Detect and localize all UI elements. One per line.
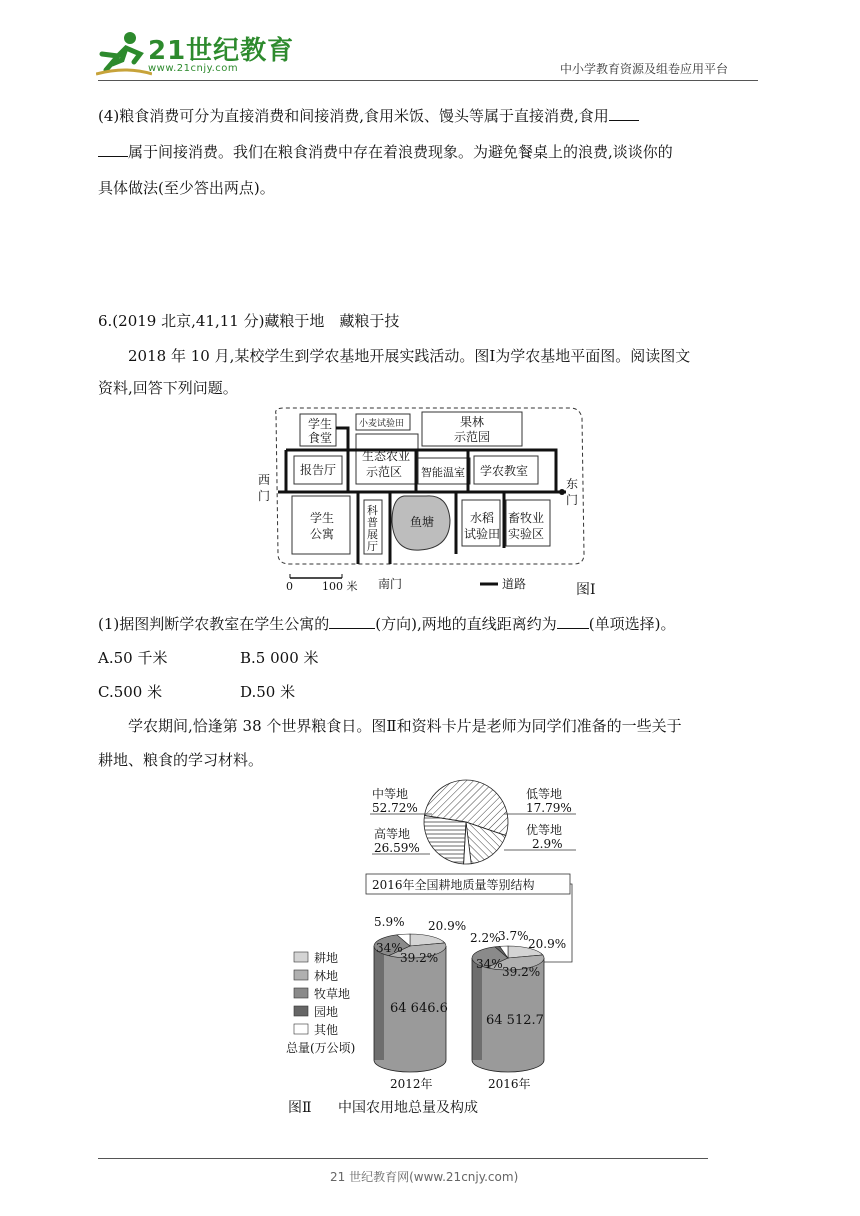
cyl-2016-orchard-label: 2.2% bbox=[470, 931, 501, 945]
cylinder-base-1 bbox=[472, 1060, 544, 1072]
cyl-2012-other-label: 5.9% bbox=[374, 915, 405, 929]
pie-label-high-value: 26.59% bbox=[374, 841, 420, 855]
q6-sub1-blank-direction[interactable] bbox=[329, 614, 375, 629]
cylinder-shade-1 bbox=[472, 958, 482, 1060]
pie-label-low-value: 17.79% bbox=[526, 801, 572, 815]
q6-para2-line1: 学农期间,恰逢第 38 个世界粮食日。图Ⅱ和资料卡片是老师为同学们准备的一些关于 bbox=[128, 717, 682, 735]
map-label-sci-1: 科 bbox=[367, 504, 378, 517]
map-label-west-2: 门 bbox=[258, 489, 271, 503]
map-east-gate-dot bbox=[559, 489, 565, 495]
pie-label-medium-name: 中等地 bbox=[372, 787, 409, 801]
map-label-sci-2: 普 bbox=[367, 516, 378, 529]
pie-label-top-value: 2.9% bbox=[532, 837, 563, 851]
pie-chart bbox=[424, 780, 508, 864]
q6-sub1-text-b: (方向),两地的直线距离约为 bbox=[375, 615, 557, 633]
q4-line1 bbox=[98, 106, 639, 126]
figure-2-label: 图Ⅱ bbox=[288, 1100, 312, 1116]
q4-line2 bbox=[98, 142, 673, 162]
map-label-sci-3: 展 bbox=[367, 528, 378, 541]
q6-option-d[interactable]: D.50 米 bbox=[240, 683, 296, 701]
map-label-wheat: 小麦试验田 bbox=[359, 419, 405, 429]
legend-total-unit: 总量(万公顷) bbox=[286, 1041, 356, 1055]
map-label-canteen-1: 学生 bbox=[308, 417, 333, 431]
legend-label-forest: 林地 bbox=[314, 969, 339, 983]
map-label-orchard-2: 示范园 bbox=[454, 430, 491, 444]
map-label-sci-4: 厅 bbox=[367, 540, 378, 553]
legend-swatch-orchard bbox=[294, 1006, 308, 1016]
q6-sub1-blank-distance[interactable] bbox=[557, 614, 589, 629]
runner-logo-icon bbox=[96, 30, 152, 76]
q4-line2-text: 属于间接消费。我们在粮食消费中存在着浪费现象。为避免餐桌上的浪费,谈谈你的 bbox=[128, 143, 673, 161]
q6-option-c[interactable]: C.500 米 bbox=[98, 683, 163, 701]
q6-option-a[interactable]: A.50 千米 bbox=[98, 649, 168, 667]
cyl-category-2012: 2012年 bbox=[390, 1077, 433, 1091]
map-label-dorm-1: 学生 bbox=[310, 511, 335, 525]
legend-label-orchard: 园地 bbox=[314, 1005, 339, 1019]
map-label-road: 道路 bbox=[502, 577, 527, 591]
map-label-pond: 鱼塘 bbox=[410, 515, 435, 529]
map-label-west-1: 西 bbox=[258, 473, 271, 487]
header-divider bbox=[98, 80, 758, 81]
legend-label-pasture: 牧草地 bbox=[314, 987, 351, 1001]
pie-title: 2016年全国耕地质量等别结构 bbox=[372, 878, 535, 892]
cylinder-base-0 bbox=[374, 1060, 446, 1072]
map-label-east-1: 东 bbox=[566, 477, 579, 491]
cyl-2012-farmland-label: 20.9% bbox=[428, 919, 467, 933]
cyl-2016-pasture-label: 34% bbox=[476, 957, 503, 971]
cylinder-shade-0 bbox=[374, 946, 384, 1060]
cyl-legend bbox=[286, 950, 355, 1055]
legend-swatch-pasture bbox=[294, 988, 308, 998]
legend-label-other: 其他 bbox=[314, 1023, 339, 1037]
map-label-south-gate: 南门 bbox=[378, 577, 403, 591]
cyl-2016-forest-label: 39.2% bbox=[502, 965, 541, 979]
cyl-2012-pasture-label: 34% bbox=[376, 941, 403, 955]
map-label-greenhouse: 智能温室 bbox=[421, 466, 465, 479]
logo-text: 21世纪教育 bbox=[148, 36, 295, 66]
legend-label-farmland: 耕地 bbox=[314, 951, 339, 965]
pie-slice-high bbox=[424, 815, 466, 864]
map-label-classroom: 学农教室 bbox=[480, 464, 529, 478]
map-label-rice-1: 水稻 bbox=[470, 511, 495, 525]
map-scale-100: 100 米 bbox=[322, 580, 358, 593]
q4-blank-1[interactable] bbox=[609, 106, 639, 121]
map-label-eco-2: 示范区 bbox=[366, 465, 403, 479]
pie-label-medium-value: 52.72% bbox=[372, 801, 418, 815]
q4-line3: 具体做法(至少答出两点)。 bbox=[98, 179, 275, 197]
cyl-2012-forest-label: 39.2% bbox=[400, 951, 439, 965]
logo-url: www.21cnjy.com bbox=[148, 63, 239, 74]
cyl-category-2016: 2016年 bbox=[488, 1077, 531, 1091]
map-label-canteen-2: 食堂 bbox=[308, 431, 333, 445]
pie-label-low-name: 低等地 bbox=[526, 787, 563, 801]
q6-para2-line2: 耕地、粮食的学习材料。 bbox=[98, 751, 264, 769]
q4-line1-text: (4)粮食消费可分为直接消费和间接消费,食用米饭、馒头等属于直接消费,食用 bbox=[98, 107, 609, 125]
pie-label-high-name: 高等地 bbox=[374, 827, 411, 841]
map-label-rice-2: 试验田 bbox=[464, 527, 501, 541]
q6-option-b[interactable]: B.5 000 米 bbox=[240, 649, 319, 667]
map-label-east-2: 门 bbox=[566, 493, 579, 507]
q4-blank-2[interactable] bbox=[98, 142, 128, 157]
map-label-livestock-1: 畜牧业 bbox=[508, 511, 545, 525]
map-label-eco-1: 生态农业 bbox=[362, 449, 411, 463]
q6-intro-line2: 资料,回答下列问题。 bbox=[98, 379, 238, 397]
footer-divider bbox=[98, 1158, 708, 1159]
q6-sub1-text-c: (单项选择)。 bbox=[588, 615, 676, 633]
q6-sub1-text-a: (1)据图判断学农教室在学生公寓的 bbox=[98, 615, 330, 633]
map-label-livestock-2: 实验区 bbox=[508, 527, 545, 541]
map-dorm-box bbox=[292, 496, 350, 554]
figure-2-title: 中国农用地总量及构成 bbox=[338, 1100, 478, 1116]
legend-swatch-farmland bbox=[294, 952, 308, 962]
farm-map-figure bbox=[250, 404, 600, 600]
q6-intro-line1: 2018 年 10 月,某校学生到学农基地开展实践活动。图Ⅰ为学农基地平面图。阅读图文 bbox=[128, 347, 691, 365]
cyl-2016-total: 64 512.7 bbox=[486, 1013, 544, 1028]
footer-text[interactable]: 21 世纪教育网(www.21cnjy.com) bbox=[330, 1170, 519, 1184]
figure-2-chart bbox=[280, 776, 600, 1124]
map-label-orchard-1: 果林 bbox=[460, 415, 485, 429]
map-figure-label: 图Ⅰ bbox=[576, 582, 596, 598]
q6-title: 6.(2019 北京,41,11 分)藏粮于地 藏粮于技 bbox=[98, 312, 400, 330]
cyl-2016-other-label: 3.7% bbox=[498, 929, 529, 943]
cyl-2016-farmland-label: 20.9% bbox=[528, 937, 567, 951]
cyl-2012-total: 64 646.6 bbox=[390, 1001, 448, 1016]
pie-label-top-name: 优等地 bbox=[526, 823, 563, 837]
map-label-hall: 报告厅 bbox=[300, 463, 337, 477]
platform-title: 中小学教育资源及组卷应用平台 bbox=[560, 62, 729, 76]
q6-sub1 bbox=[98, 614, 675, 634]
map-scale-zero: 0 bbox=[286, 580, 293, 593]
legend-swatch-other bbox=[294, 1024, 308, 1034]
map-label-dorm-2: 公寓 bbox=[310, 527, 335, 541]
legend-swatch-forest bbox=[294, 970, 308, 980]
